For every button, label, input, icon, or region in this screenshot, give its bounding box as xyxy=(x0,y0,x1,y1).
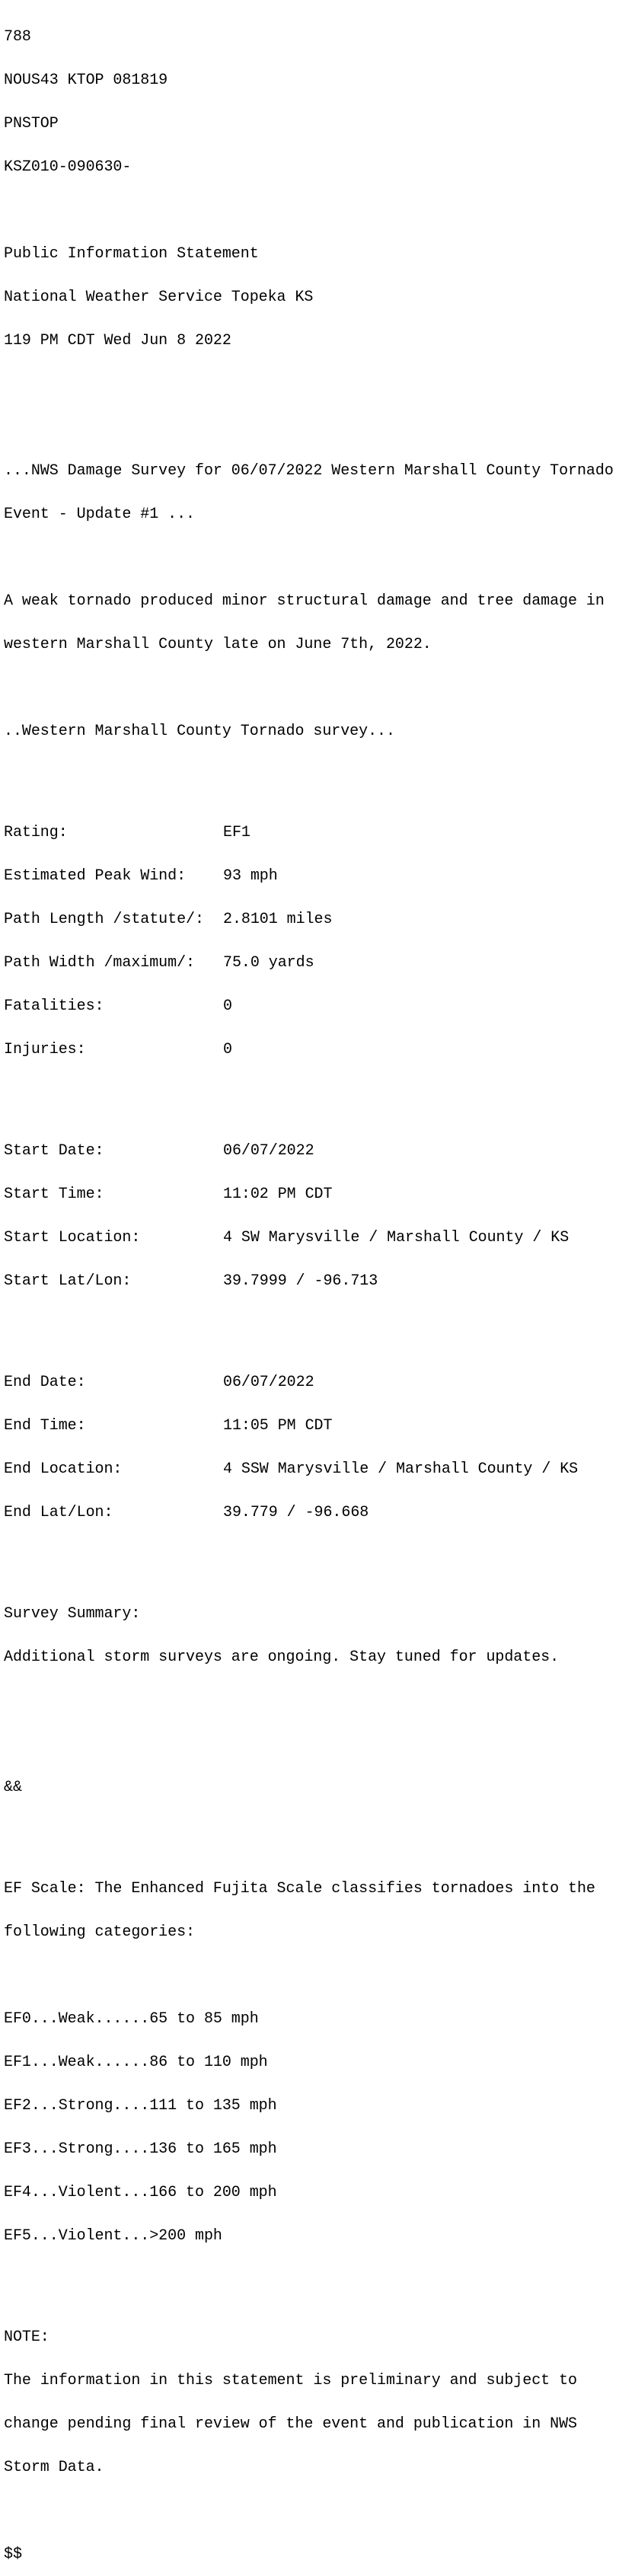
ef-scale-row: EF2...Strong....111 to 135 mph xyxy=(4,2097,277,2115)
ef-scale-intro: following categories: xyxy=(4,1923,195,1941)
field-value: 0 xyxy=(223,998,232,1015)
field-label: Fatalities: xyxy=(4,998,104,1015)
blank-line xyxy=(4,1086,614,1100)
note-line: The information in this statement is preliminary and subject to xyxy=(4,2372,577,2389)
blank-line xyxy=(4,768,614,782)
ugc-line: KSZ010-090630- xyxy=(4,158,132,176)
section-end-marker: && xyxy=(4,1779,22,1796)
field-value: 06/07/2022 xyxy=(223,1374,314,1391)
pns-document xyxy=(4,1,614,2576)
field-value: 39.779 / -96.668 xyxy=(223,1504,369,1521)
field-value: 75.0 yards xyxy=(223,954,314,972)
ef-scale-row: EF1...Weak......86 to 110 mph xyxy=(4,2054,268,2071)
wmo-header: NOUS43 KTOP 081819 xyxy=(4,72,168,89)
blank-line xyxy=(4,1317,614,1332)
blank-line xyxy=(4,1824,614,1838)
field-value: 4 SSW Marysville / Marshall County / KS xyxy=(223,1460,579,1478)
field-label: Rating: xyxy=(4,824,68,841)
awips-id: PNSTOP xyxy=(4,115,59,132)
field-label: End Location: xyxy=(4,1460,123,1478)
field-label: End Date: xyxy=(4,1374,86,1391)
rating-row xyxy=(4,825,614,840)
peak-wind-row xyxy=(4,869,614,883)
summary-text: Additional storm surveys are ongoing. Stay tuned for updates. xyxy=(4,1649,560,1666)
summary-label: Survey Summary: xyxy=(4,1605,141,1623)
field-value: 4 SW Marysville / Marshall County / KS xyxy=(223,1229,570,1247)
field-value: 11:02 PM CDT xyxy=(223,1186,333,1203)
field-value: 11:05 PM CDT xyxy=(223,1417,333,1435)
path-length-row xyxy=(4,912,614,927)
blank-line xyxy=(4,377,614,391)
field-label: Estimated Peak Wind: xyxy=(4,867,187,885)
field-label: End Lat/Lon: xyxy=(4,1504,113,1521)
blank-line xyxy=(4,681,614,695)
start-date-row xyxy=(4,1144,614,1158)
field-label: Path Width /maximum/: xyxy=(4,954,195,972)
field-value: EF1 xyxy=(223,824,250,841)
headline-line: Event - Update #1 ... xyxy=(4,506,195,523)
ef-scale-row: EF0...Weak......65 to 85 mph xyxy=(4,2010,259,2028)
survey-heading: ..Western Marshall County Tornado survey... xyxy=(4,723,395,740)
field-label: Start Location: xyxy=(4,1229,141,1247)
product-end-marker: $$ xyxy=(4,2546,22,2563)
blank-line xyxy=(4,420,614,435)
field-label: End Time: xyxy=(4,1417,86,1435)
field-value: 39.7999 / -96.713 xyxy=(223,1272,378,1290)
issue-time: 119 PM CDT Wed Jun 8 2022 xyxy=(4,332,231,350)
statement-title: Public Information Statement xyxy=(4,245,259,263)
start-location-row xyxy=(4,1231,614,1245)
blank-line xyxy=(4,1968,614,1983)
ef-scale-row: EF5...Violent...>200 mph xyxy=(4,2227,222,2245)
blank-line xyxy=(4,2272,614,2287)
ef-scale-row: EF4...Violent...166 to 200 mph xyxy=(4,2184,277,2201)
blank-line xyxy=(4,1549,614,1563)
end-latlon-row xyxy=(4,1505,614,1520)
blank-line xyxy=(4,203,614,218)
product-number: 788 xyxy=(4,28,31,46)
blank-line xyxy=(4,1737,614,1751)
field-label: Start Date: xyxy=(4,1142,104,1160)
field-label: Start Lat/Lon: xyxy=(4,1272,132,1290)
blank-line xyxy=(4,2504,614,2518)
note-line: change pending final review of the event and publication in NWS xyxy=(4,2415,577,2433)
note-line: Storm Data. xyxy=(4,2459,104,2476)
start-latlon-row xyxy=(4,1274,614,1288)
fatalities-row xyxy=(4,999,614,1013)
field-value: 93 mph xyxy=(223,867,278,885)
ef-scale-row: EF3...Strong....136 to 165 mph xyxy=(4,2140,277,2158)
injuries-row xyxy=(4,1042,614,1057)
issuing-office: National Weather Service Topeka KS xyxy=(4,289,314,306)
end-time-row xyxy=(4,1419,614,1433)
field-label: Path Length /statute/: xyxy=(4,911,204,928)
note-label: NOTE: xyxy=(4,2329,49,2346)
field-value: 2.8101 miles xyxy=(223,911,333,928)
field-label: Injuries: xyxy=(4,1041,86,1058)
field-value: 0 xyxy=(223,1041,232,1058)
blank-line xyxy=(4,551,614,565)
ef-scale-intro: EF Scale: The Enhanced Fujita Scale classifies tornadoes into the xyxy=(4,1880,595,1898)
intro-line: A weak tornado produced minor structural damage and tree damage in xyxy=(4,592,605,610)
field-label: Start Time: xyxy=(4,1186,104,1203)
end-location-row xyxy=(4,1462,614,1476)
start-time-row xyxy=(4,1187,614,1202)
path-width-row xyxy=(4,956,614,970)
blank-line xyxy=(4,1693,614,1708)
headline-line: ...NWS Damage Survey for 06/07/2022 Western Marshall County Tornado xyxy=(4,462,614,480)
end-date-row xyxy=(4,1375,614,1390)
intro-line: western Marshall County late on June 7th, 2022. xyxy=(4,636,432,653)
field-value: 06/07/2022 xyxy=(223,1142,314,1160)
